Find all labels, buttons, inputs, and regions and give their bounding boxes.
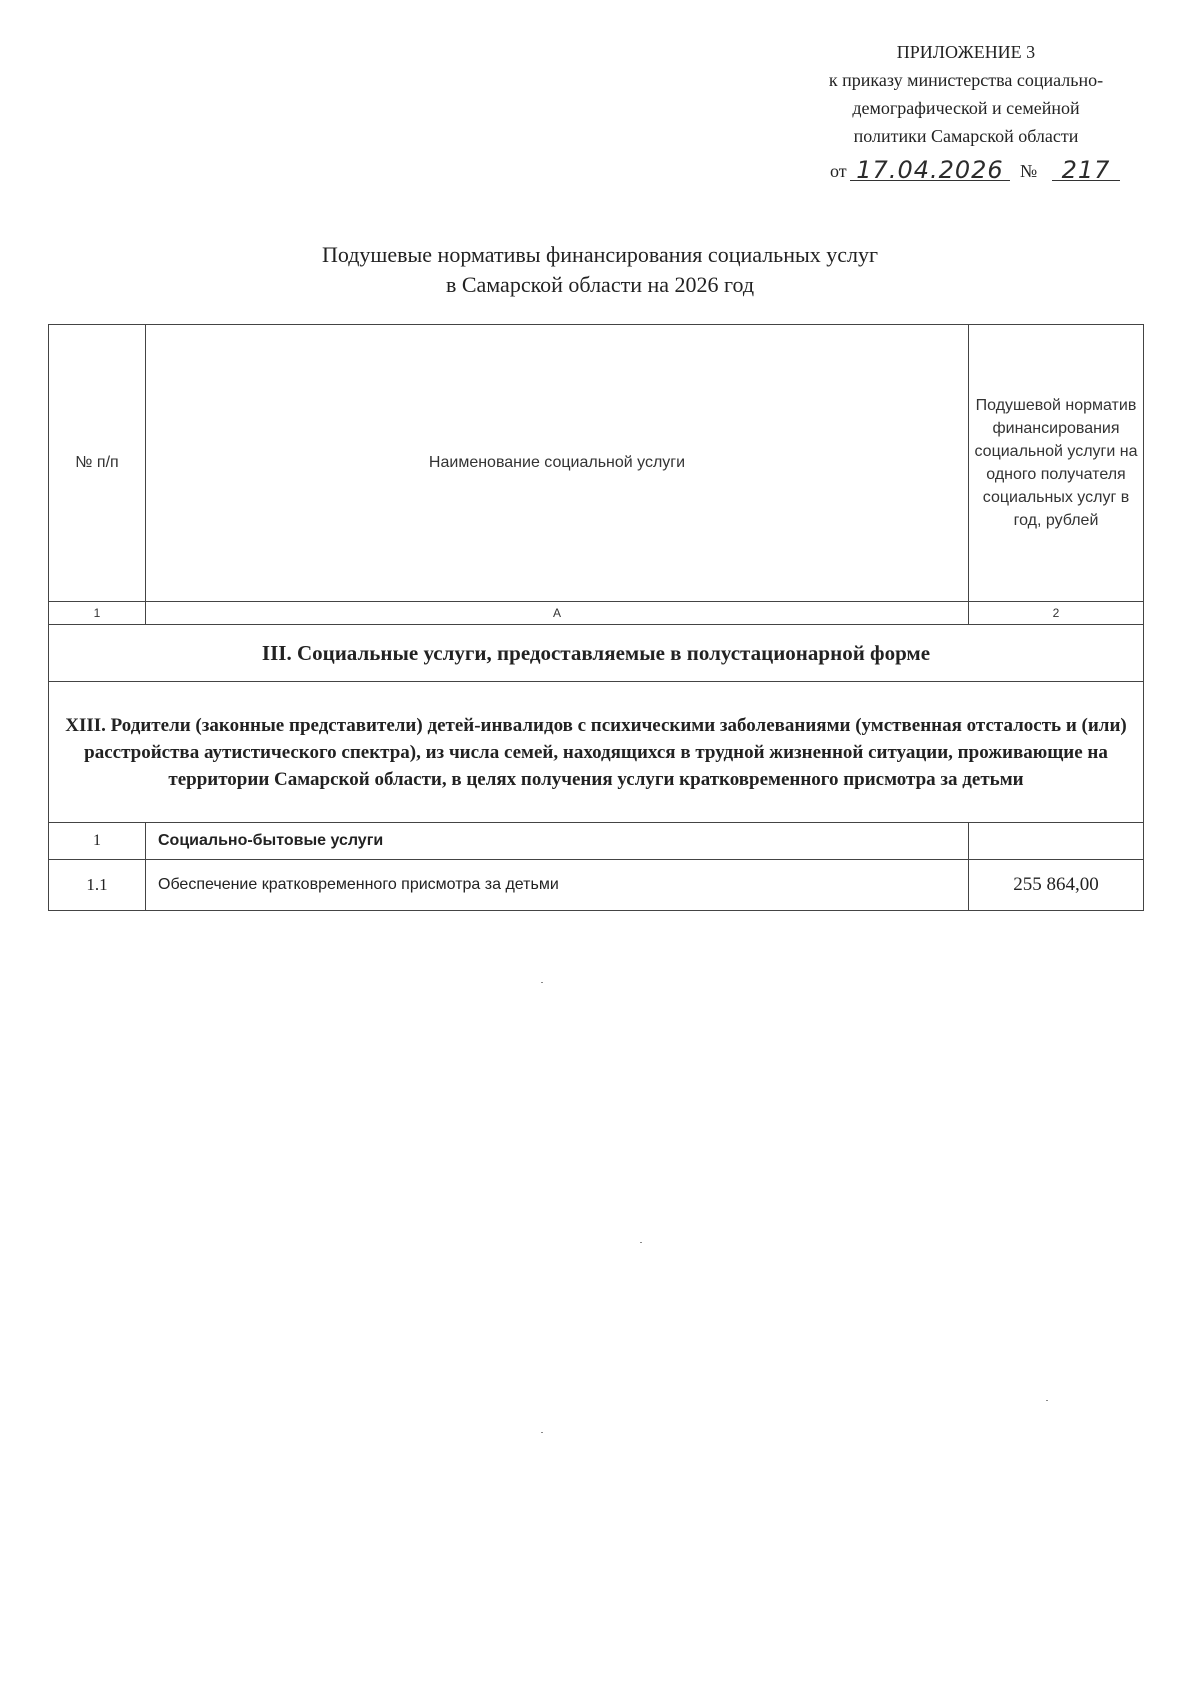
table-row: [49, 860, 1144, 911]
handwritten-number: 217: [1061, 156, 1111, 184]
table-header-row: [49, 325, 1144, 602]
handwritten-date: 17.04.2026: [856, 156, 1004, 184]
order-reference-line-1: к приказу министерства социально-: [828, 70, 1104, 90]
recipient-category: XIII. Родители (законные представители) детей-инвалидов с психическими заболеваниями (умственная отсталость и (или) расстройства аутистического спектра), из числа семей, находящихся в трудной жизненной ситуации, проживающие на территории Самарской области, в целях получения услуги кратковременного присмотра за детьми: [49, 682, 1144, 823]
scan-speck: [1046, 1400, 1048, 1401]
service-number: 1.1: [49, 860, 146, 911]
group-name: Социально-бытовые услуги: [146, 823, 969, 860]
column-number-1: 1: [49, 602, 146, 625]
header-service-name: Наименование социальной услуги: [146, 325, 969, 602]
title-line-1: Подушевые нормативы финансирования социальных услуг: [321, 242, 879, 267]
scan-speck: [640, 1242, 642, 1243]
norms-table: [48, 324, 1144, 911]
column-number-a: А: [146, 602, 969, 625]
header-norm-value: Подушевой норматив финансирования социальной услуги на одного получателя социальных услуг в год, рублей: [969, 325, 1144, 602]
number-label: №: [1020, 161, 1038, 181]
service-norm-value: 255 864,00: [969, 860, 1144, 911]
document-title: [0, 240, 1200, 300]
order-reference-line-2: демографической и семейной: [852, 98, 1080, 118]
service-name: Обеспечение кратковременного присмотра за детьми: [146, 860, 969, 911]
scan-speck: [541, 1432, 543, 1433]
scan-speck: [541, 982, 543, 983]
column-numbers-row: [49, 602, 1144, 625]
category-row: [49, 682, 1144, 823]
header-number: № п/п: [49, 325, 146, 602]
group-number: 1: [49, 823, 146, 860]
section-row: [49, 625, 1144, 682]
title-line-2: в Самарской области на 2026 год: [445, 272, 755, 297]
appendix-header: [800, 38, 1132, 150]
group-value: [969, 823, 1144, 860]
service-group-row: [49, 823, 1144, 860]
appendix-label: ПРИЛОЖЕНИЕ 3: [896, 42, 1036, 62]
order-reference-line-3: политики Самарской области: [853, 126, 1079, 146]
order-date-number: [830, 152, 1130, 186]
column-number-2: 2: [969, 602, 1144, 625]
section-heading: III. Социальные услуги, предоставляемые в полустационарной форме: [49, 625, 1144, 682]
date-label: от: [830, 161, 847, 181]
